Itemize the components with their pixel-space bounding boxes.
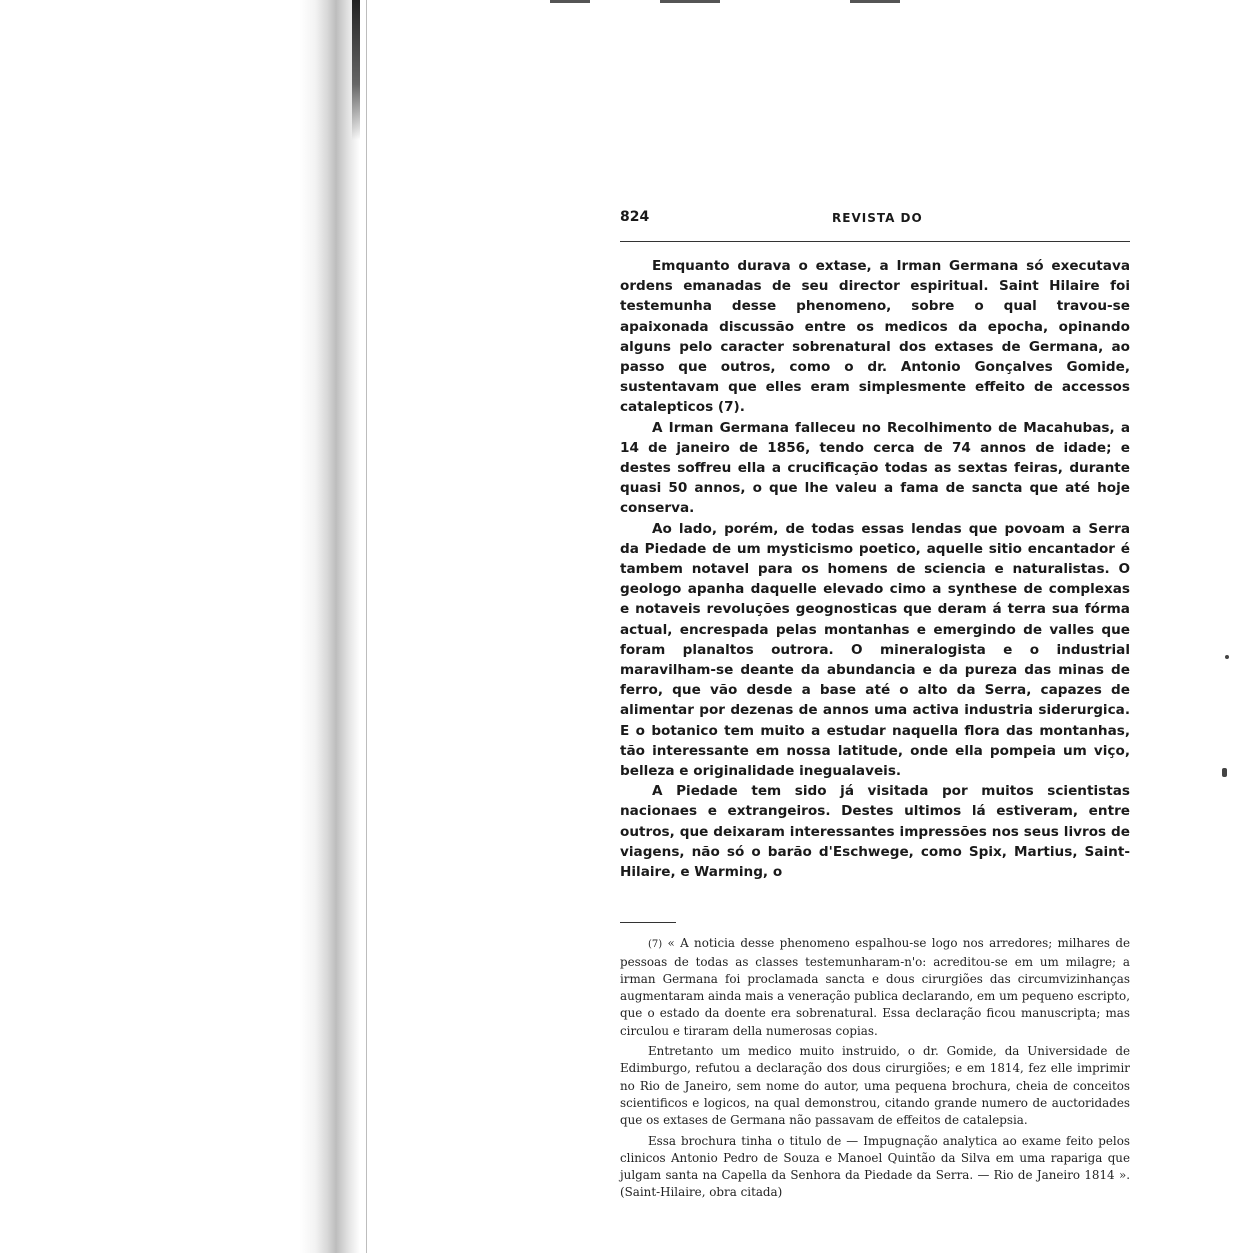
book-page	[620, 205, 1130, 1202]
scan-speck	[1225, 655, 1229, 659]
binding-edge	[352, 0, 360, 140]
body-paragraph: A Piedade tem sido já visitada por muitos scientistas nacionaes e extrangeiros. Destes ultimos lá estiveram, entre outros, que deixaram interessantes impressões nos seus livros de viagens, não só o barão d'Eschwege, como Spix, Martius, Saint-Hilaire, e Warming, o	[620, 783, 1130, 881]
body-paragraph: Emquanto durava o extase, a Irman Germana só executava ordens emanadas de seu director espiritual. Saint Hilaire foi testemunha desse phenomeno, sobre o qual travou-se apaixonada discussão entre os medicos da epocha, opinando alguns pelo caracter sobrenatural dos extases de Germana, ao passo que outros, como o dr. Antonio Gonçalves Gomide, sustentavam que elles eram simplesmente effeito de accessos catalepticos (7).	[620, 258, 1130, 416]
book-gutter-shadow	[300, 0, 360, 1253]
page-fold-line	[366, 0, 367, 1253]
footnotes	[620, 935, 1130, 1201]
body-paragraph: A Irman Germana falleceu no Recolhimento de Macahubas, a 14 de janeiro de 1856, tendo cerca de 74 annos de idade; e destes soffreu ella a crucificação todas as sextas feiras, durante quasi 50 annos, o que lhe valeu a fama de sancta que até hoje conserva.	[620, 419, 1130, 517]
running-head	[620, 205, 1130, 227]
footnote-paragraph	[620, 935, 1130, 1040]
footnote-rule	[620, 922, 676, 923]
scan-speck	[1222, 768, 1227, 777]
footnote-text: « A noticia desse phenomeno espalhou-se logo nos arredores; milhares de pessoas de todas as classes testemunharam-n'o: acreditou-se em um milagre; a irman Germana foi proclamada sancta e dous cirurgiões das circumvizinhanças augmentaram ainda mais a veneração publica declarando, em um pequeno escripto, que o estado da doente era sobrenatural. Essa declaração ficou manuscripta; mas circulou e tiraram della numerosas copias.	[620, 936, 1130, 1038]
footnote-marker: (7)	[648, 939, 663, 951]
top-edge-marks	[550, 0, 980, 4]
header-rule	[620, 241, 1130, 242]
page-number: 824	[620, 209, 650, 225]
body-paragraph: Ao lado, porém, de todas essas lendas que povoam a Serra da Piedade de um mysticismo poetico, aquelle sitio encantador é tambem notavel para os homens de sciencia e naturalistas. O geologo apanha daquelle elevado cimo a synthese de complexas e notaveis revoluções geognosticas que deram á terra sua fórma actual, encrespada pelas montanhas e emergindo de valles que foram planaltos outrora. O mineralogista e o industrial maravilham-se deante da abundancia e da pureza das minas de ferro, que vão desde a base até o alto da Serra, capazes de alimentar por dezenas de annos uma activa industria siderurgica. E o botanico tem muito a estudar naquella flora das montanhas, tão interessante em nossa latitude, onde ella pompeia um viço, belleza e originalidade inegualaveis.	[620, 520, 1130, 780]
body-text	[620, 256, 1130, 882]
footnote-paragraph: Entretanto um medico muito instruido, o dr. Gomide, da Universidade de Edimburgo, refutou a declaração dos dous cirurgiões; e em 1814, fez elle imprimir no Rio de Janeiro, sem nome do autor, uma pequena brochura, cheia de conceitos scientificos e logicos, na qual demonstrou, citando grande numero de auctoridades que os extases de Germana não passavam de effeitos de catalepsia.	[620, 1044, 1130, 1128]
footnote-paragraph: Essa brochura tinha o titulo de — Impugnação analytica ao exame feito pelos clinicos Antonio Pedro de Souza e Manoel Quintão da Silva em uma rapariga que julgam santa na Capella da Senhora da Piedade da Serra. — Rio de Janeiro 1814 ». (Saint-Hilaire, obra citada)	[620, 1133, 1130, 1200]
running-title: REVISTA DO	[832, 211, 923, 225]
